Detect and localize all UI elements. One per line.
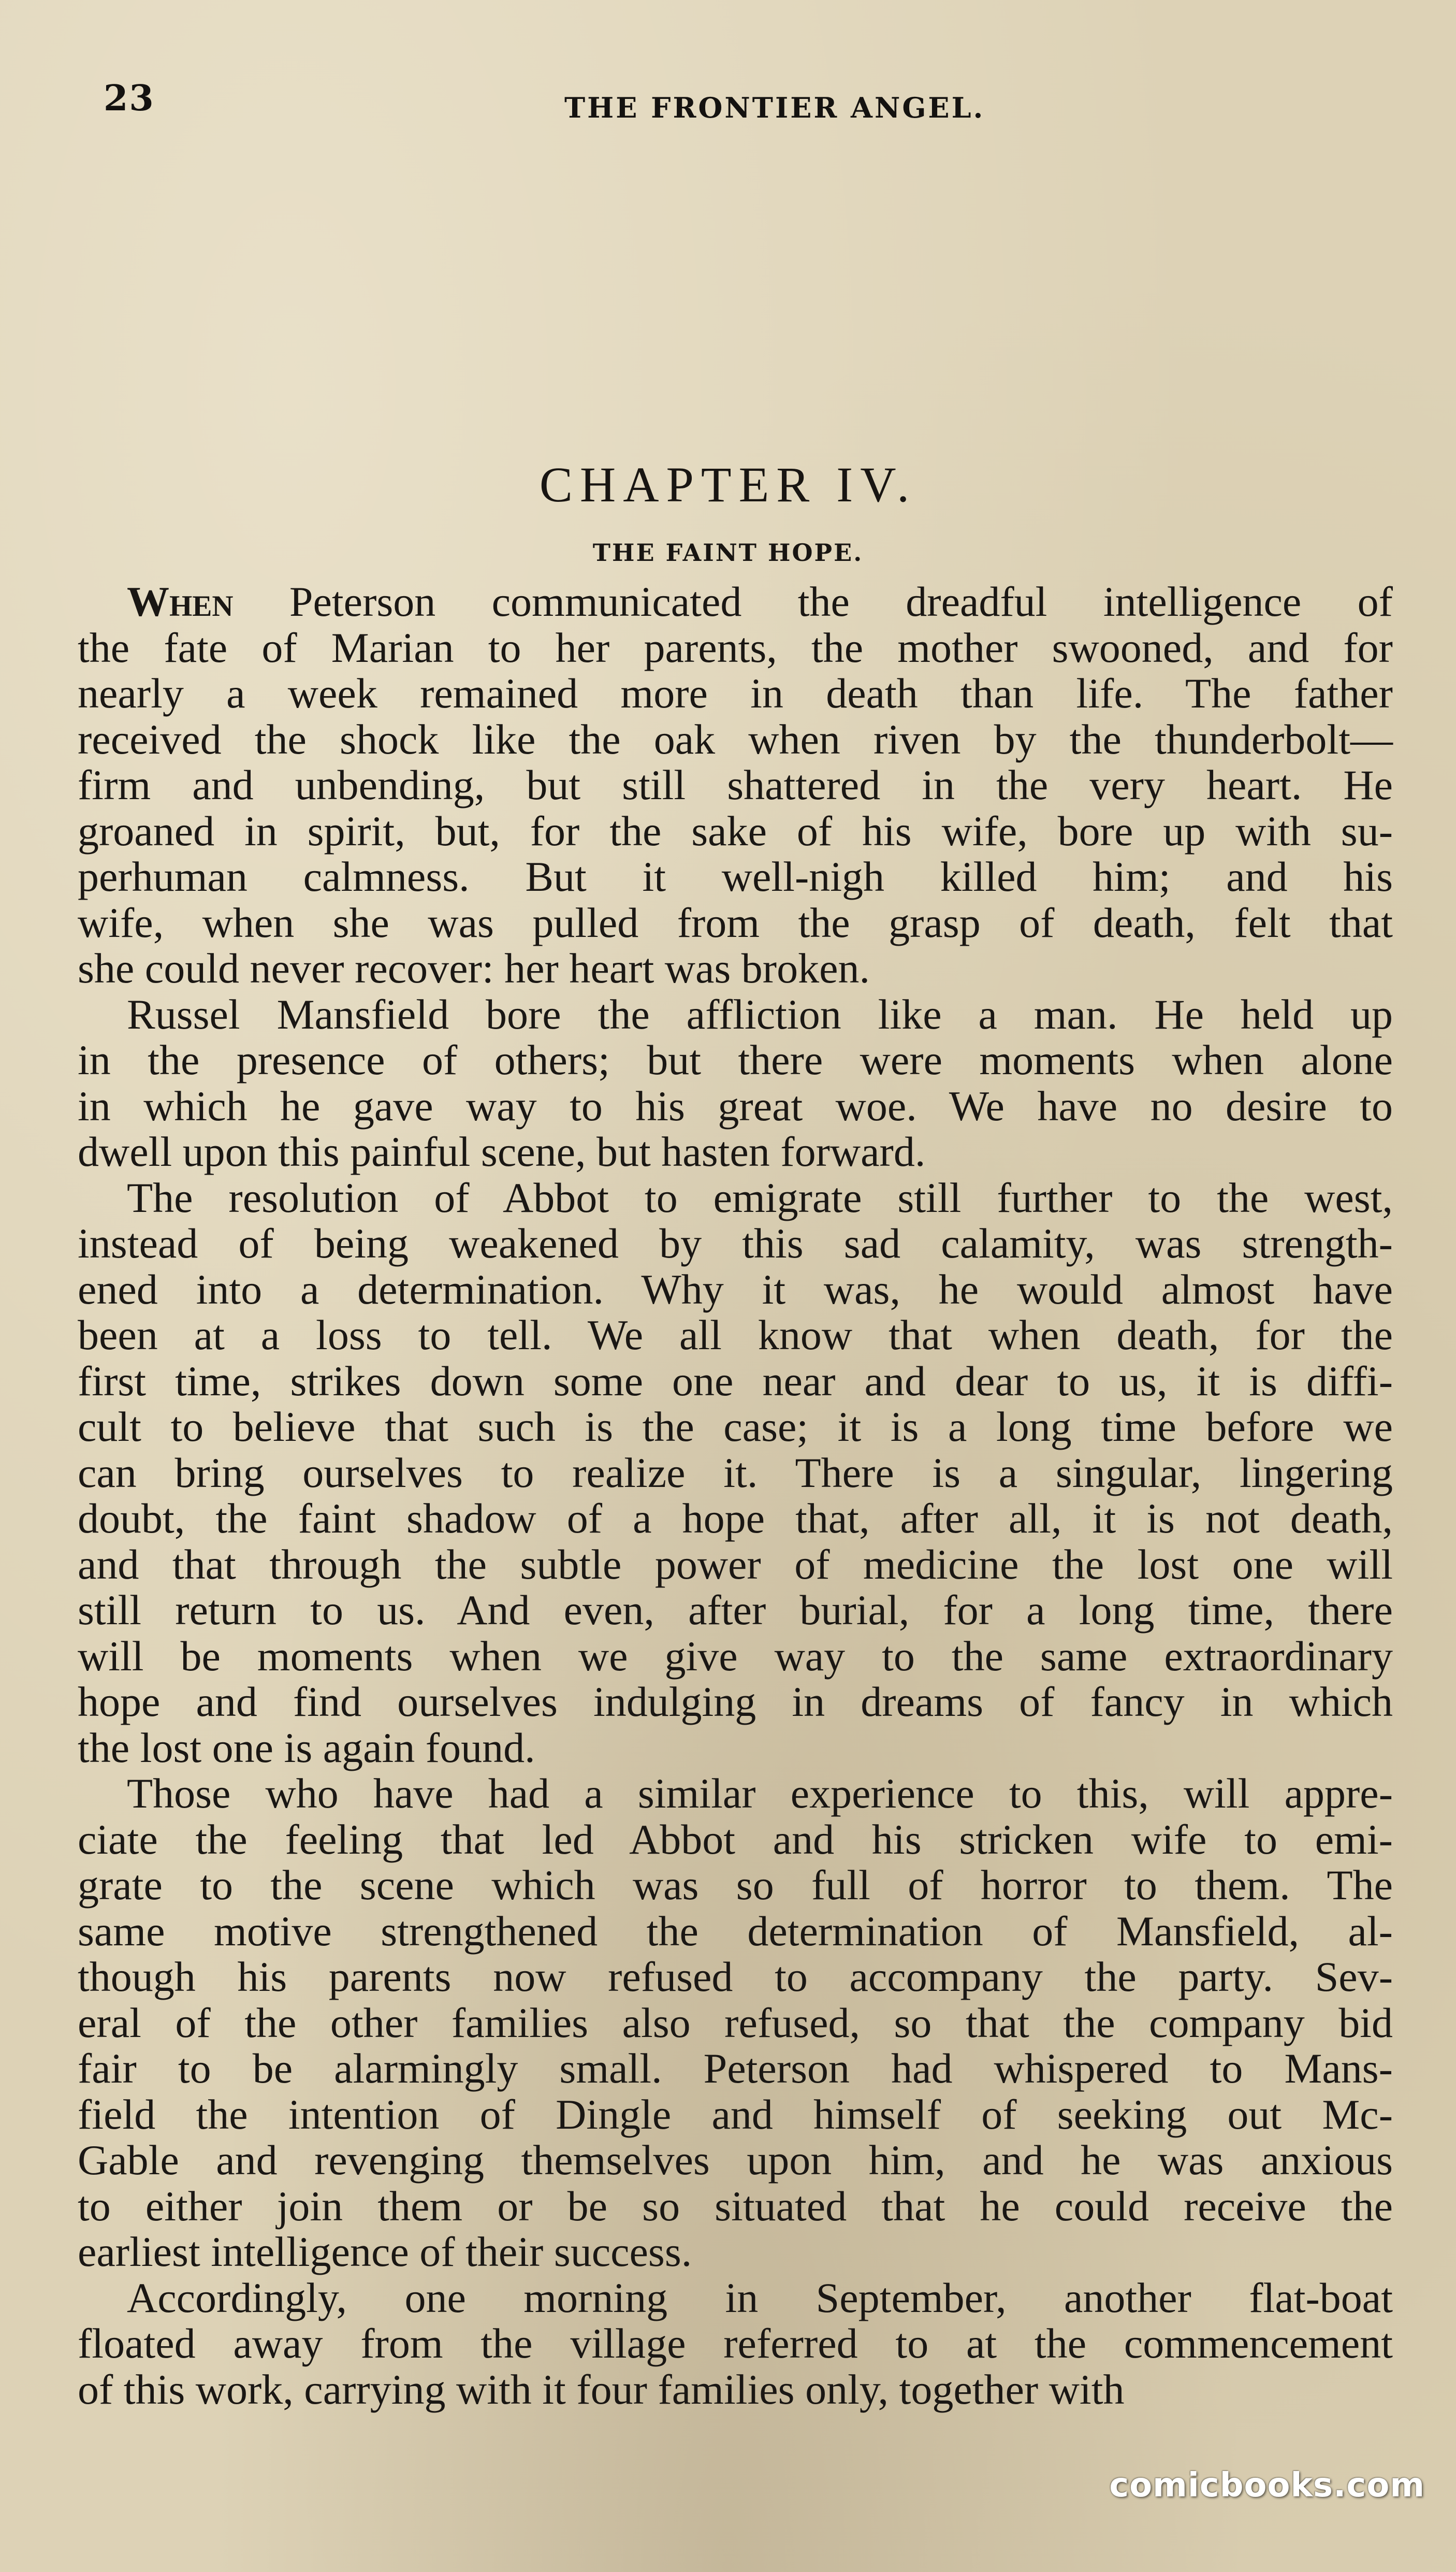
text-line: The resolution of Abbot to emigrate still further to the west, — [127, 1174, 1393, 1221]
paragraph-first-word: When — [127, 578, 234, 625]
text-line: and that through the subtle power of medicine the lost one will — [78, 1540, 1393, 1588]
chapter-title: CHAPTER IV. — [539, 457, 917, 512]
text-line: will be moments when we give way to the same extraordinary — [78, 1632, 1393, 1680]
text-line: dwell upon this painful scene, but hasten forward. — [78, 1128, 926, 1175]
paragraph — [78, 1771, 1393, 2275]
text-line: can bring ourselves to realize it. There is a singular, lingering — [78, 1449, 1393, 1496]
paragraph — [78, 2275, 1393, 2413]
page-number: 23 — [104, 78, 155, 119]
text-line: in the presence of others; but there were moments when alone — [78, 1036, 1393, 1083]
text-line: earliest intelligence of their success. — [78, 2228, 692, 2275]
text-line: Those who have had a similar experience to this, will appre- — [127, 1770, 1393, 1817]
text-line: groaned in spirit, but, for the sake of his wife, bore up with su- — [78, 807, 1393, 855]
body-text — [78, 579, 1393, 2412]
text-line: Accordingly, one morning in September, another flat-boat — [127, 2274, 1393, 2321]
text-line — [78, 579, 1393, 625]
text-line: been at a loss to tell. We all know that when death, for the — [78, 1311, 1393, 1359]
text-line: ciate the feeling that led Abbot and his stricken wife to emi- — [78, 1815, 1393, 1863]
paragraph — [78, 1175, 1393, 1771]
text-line: to either join them or be so situated that he could receive the — [78, 2182, 1393, 2230]
watermark: comicbooks.com — [1109, 2466, 1425, 2505]
text-line: the lost one is again found. — [78, 1724, 535, 1771]
text-line: received the shock like the oak when riven by the thunderbolt— — [78, 715, 1393, 763]
text-line: Gable and revenging themselves upon him, and he was anxious — [78, 2136, 1393, 2184]
text-line: Russel Mansfield bore the affliction like a man. He held up — [127, 990, 1393, 1038]
text-line-rest: Peterson communicated the dreadful intelligence of — [233, 578, 1393, 625]
text-line: field the intention of Dingle and himself of seeking out Mc- — [78, 2090, 1393, 2138]
running-head: THE FRONTIER ANGEL. — [564, 91, 985, 124]
paragraph — [78, 579, 1393, 992]
text-line: eral of the other families also refused, so that the company bid — [78, 1999, 1393, 2046]
text-line: she could never recover: her heart was broken. — [78, 945, 870, 992]
text-line: floated away from the village referred to at the commencement — [78, 2320, 1393, 2367]
text-line: still return to us. And even, after burial, for a long time, there — [78, 1586, 1393, 1634]
text-line: wife, when she was pulled from the grasp of death, felt that — [78, 899, 1393, 946]
text-line: of this work, carrying with it four families only, together with — [78, 2365, 1125, 2413]
text-line: in which he gave way to his great woe. We have no desire to — [78, 1082, 1393, 1130]
text-line: doubt, the faint shadow of a hope that, after all, it is not death, — [78, 1495, 1393, 1542]
text-line: firm and unbending, but still shattered in the very heart. He — [78, 761, 1393, 808]
text-line: first time, strikes down some one near and dear to us, it is diffi- — [78, 1357, 1393, 1405]
text-line: nearly a week remained more in death than life. The father — [78, 670, 1393, 717]
text-line: cult to believe that such is the case; it is a long time before we — [78, 1403, 1393, 1450]
chapter-subtitle: THE FAINT HOPE. — [592, 539, 864, 567]
paragraph — [78, 992, 1393, 1175]
text-line: ened into a determination. Why it was, he would almost have — [78, 1265, 1393, 1313]
text-line: hope and find ourselves indulging in dreams of fancy in which — [78, 1678, 1393, 1725]
text-line: instead of being weakened by this sad calamity, was strength- — [78, 1220, 1393, 1267]
text-line: perhuman calmness. But it well-nigh killed him; and his — [78, 853, 1393, 900]
text-line: fair to be alarmingly small. Peterson had whispered to Mans- — [78, 2045, 1393, 2092]
text-line: grate to the scene which was so full of horror to them. The — [78, 1861, 1393, 1909]
text-line: same motive strengthened the determination of Mansfield, al- — [78, 1907, 1393, 1955]
text-line: though his parents now refused to accompany the party. Sev- — [78, 1953, 1393, 2000]
text-line: the fate of Marian to her parents, the mother swooned, and for — [78, 624, 1393, 671]
